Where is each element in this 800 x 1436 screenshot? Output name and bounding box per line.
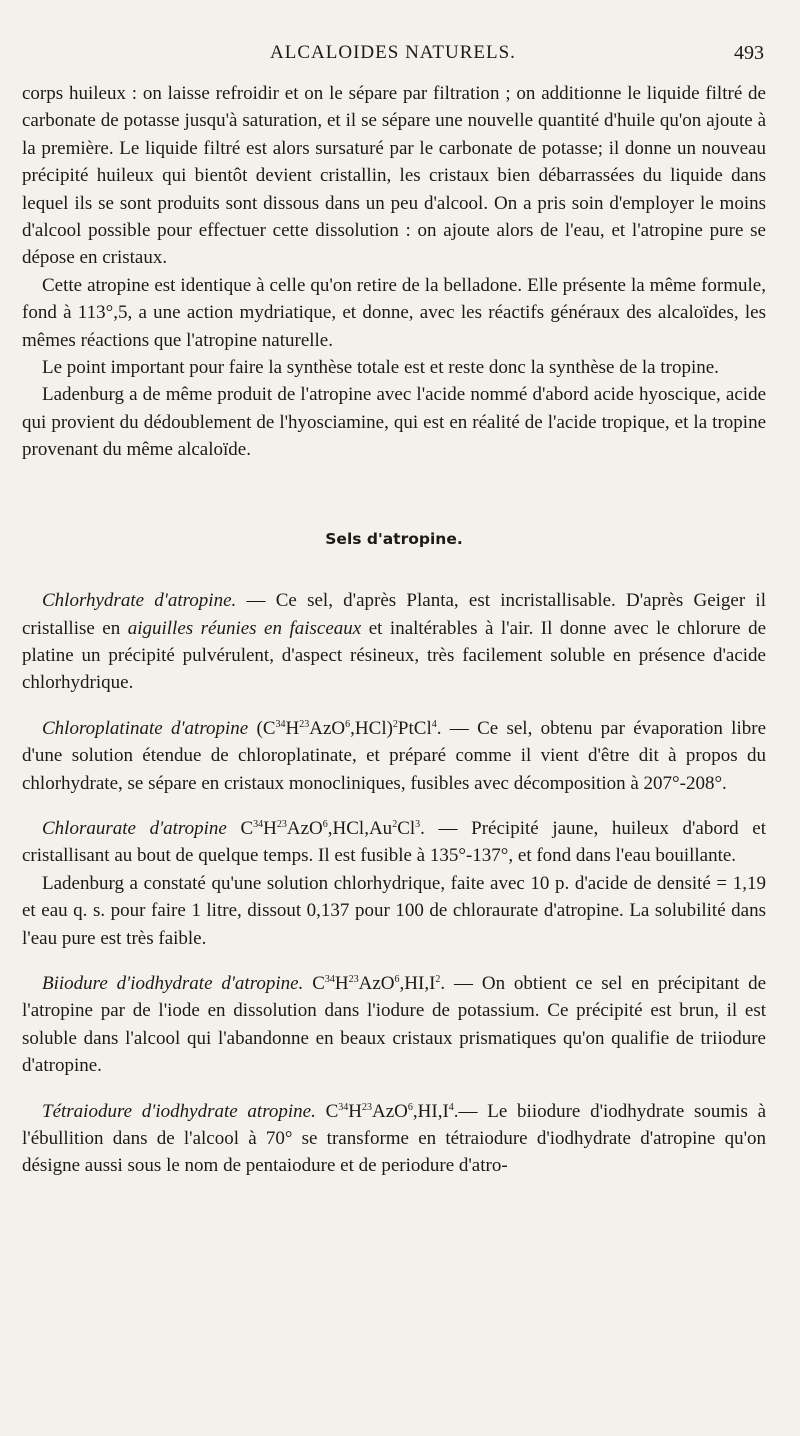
paragraph-synthesis-procedure: corps huileux : on laisse refroidir et on le sépare par filtration ; on additionne le liquide filtré de carbonate de potasse jusqu'à saturation, et il se sépare une nouvelle quantité d'huile qu'on ajoute à la première. Le liquide filtré est alors sursaturé par le carbonate de potasse; il donne un nouveau précipité huileux qui bientôt devient cristallin, les cristaux bien débarrassées du liquide dans lequel ils se sont produits sont dissous dans un peu d'alcool. On a pris soin d'employer le moins d'alcool possible pour effectuer cette dissolution : on ajoute alors de l'eau, et l'atropine pure se dépose en cristaux. [22, 83, 766, 269]
page-header [22, 42, 764, 72]
entry-chloroplatinate [22, 715, 766, 797]
entry-term: Chloraurate d'atropine [42, 817, 227, 839]
entry-text: . — On obtient ce sel en précipitant de l'atropine par de l'iode en dissolution dans l'iodure de potassium. Ce précipité est brun, il est soluble dans l'alcool qui l'abandonne en beaux cristaux prismatiques qu'on qualifie de triiodure d'atropine. [22, 972, 767, 1077]
entry-chloraurate [22, 815, 766, 870]
entry-tetraiodure [22, 1098, 766, 1180]
entry-biiodure [22, 970, 766, 1080]
entry-term: Biiodure d'iodhydrate d'atropine. [42, 972, 304, 994]
page-body [22, 80, 766, 1180]
formula: $C^{34}H^{23}AzO^6,HI,I^4$ [325, 1100, 454, 1122]
entry-text: — Ce sel, d'après Planta, est incristallisable. D'après Geiger il cristallise en [22, 590, 766, 639]
paragraph-ladenburg-solubility: Ladenburg a constaté qu'une solution chlorhydrique, faite avec 10 p. d'acide de densité = 1,19 et eau q. s. pour faire 1 litre, dissout 0,137 pour 100 de chloraurate d'atropine. La solubilité dans l'eau pure est très faible. [22, 872, 766, 949]
page-number: 493 [734, 42, 764, 64]
formula: $C^{34}H^{23}AzO^6,HI,I^2$ [312, 972, 441, 994]
section-title: Sels d'atropine. [325, 529, 463, 548]
formula: $C^{34}H^{23}AzO^6,HCl,Au^2Cl^3$ [240, 817, 421, 839]
entry-text: .— Le biiodure d'iodhydrate soumis à l'ébullition dans de l'alcool à 70° se transforme en tétraiodure d'iodhydrate d'atropine qu'on désigne aussi sous le nom de pentaiodure et de periodure d'atro- [22, 1100, 767, 1177]
running-title: ALCALOIDES NATURELS. [270, 42, 516, 63]
entry-text: . — Précipité jaune, huileux d'abord et cristallisant au bout de quelque temps. Il est fusible à 135°-137°, et fond dans l'eau bouillante. [22, 817, 766, 867]
entry-chlorhydrate [22, 587, 766, 697]
entry-text: . — Ce sel, obtenu par évaporation libre d'une solution étendue de chloroplatinate, et préparé comme il vient d'être dit à propos du chlorhydrate, se sépare en cristaux monocliniques, fusibles avec décomposition à 207°-208°. [22, 717, 766, 794]
paragraph-ladenburg-hyoscique: Ladenburg a de même produit de l'atropine avec l'acide nommé d'abord acide hyoscique, acide qui provient du dédoublement de l'hyosciamine, qui est en réalité de l'acide tropique, et la tropine provenant du même alcaloïde. [22, 384, 766, 461]
paragraph-atropine-identity: Cette atropine est identique à celle qu'on retire de la belladone. Elle présente la même formule, fond à 113°,5, a une action mydriatique, et donne, avec les réactifs généraux des alcaloïdes, les mêmes réactions que l'atropine naturelle. [22, 274, 766, 351]
entry-term: Tétraiodure d'iodhydrate atropine. [42, 1100, 316, 1122]
formula: $(C^{34}H^{23}AzO^6,HCl)^2PtCl^4$ [256, 717, 437, 739]
entry-term: Chloroplatinate d'atropine [42, 717, 249, 739]
entry-text: et inaltérables à l'air. Il donne avec le chlorure de platine un précipité pulvérulent, d'aspect résineux, très facilement soluble en présence d'acide chlorhydrique. [22, 617, 766, 694]
paragraph-tropine-synthesis: Le point important pour faire la synthèse totale est et reste donc la synthèse de la tropine. [42, 357, 719, 379]
entry-italic-phrase: aiguilles réunies en faisceaux [127, 617, 362, 639]
entry-term: Chlorhydrate d'atropine. [42, 590, 237, 612]
